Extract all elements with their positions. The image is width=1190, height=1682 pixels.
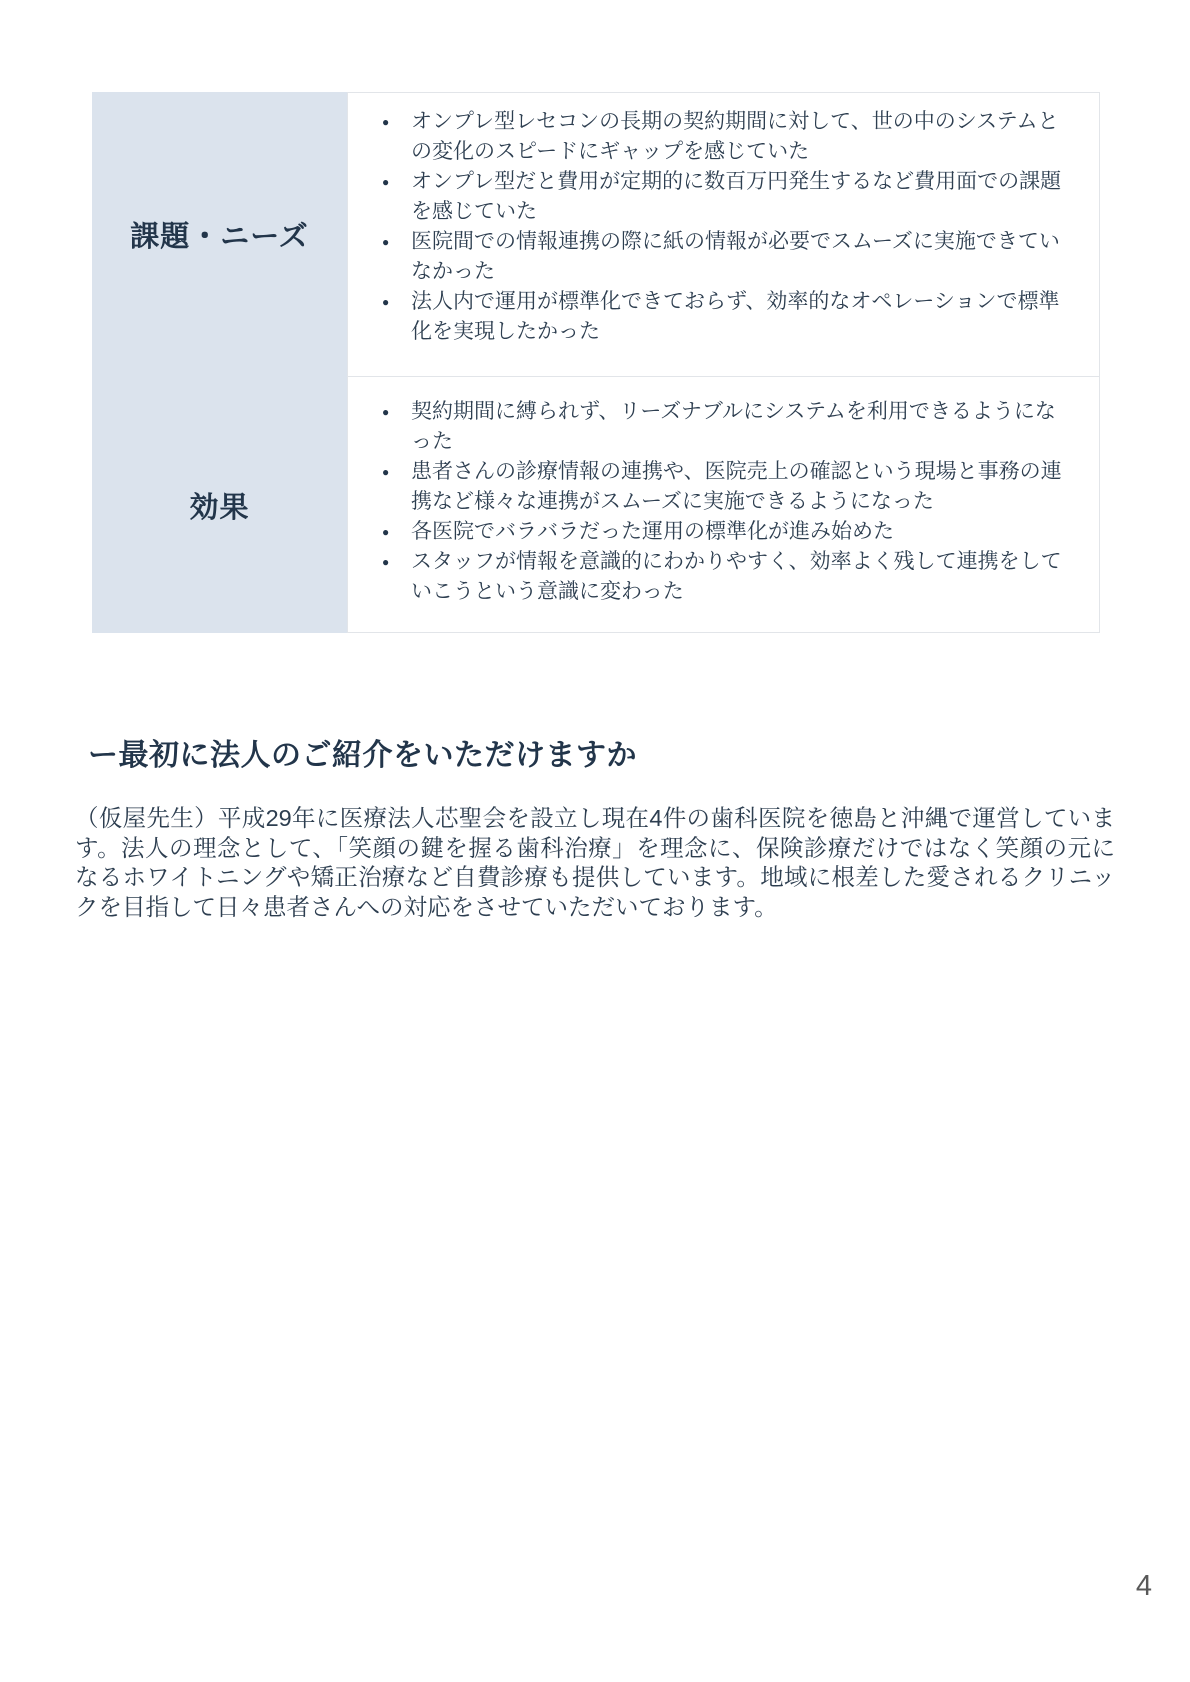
bullet-item [348,457,1075,517]
interview-question-heading: ー最初に法人のご紹介をいただけますか [88,739,637,772]
bullet-list-effects [348,397,1075,607]
table-row-effects [92,377,1100,633]
row-label-effects: 効果 [92,377,347,633]
page-number: 4 [1135,1570,1152,1602]
bullet-icon: ● [382,405,390,419]
bullet-text: オンプレ型レセコンの長期の契約期間に対して、世の中のシステムとの変化のスピードにギャップを感じていた [411,110,1059,163]
bullet-icon: ● [382,115,390,129]
bullet-item [348,397,1075,457]
bullet-text: 法人内で運用が標準化できておらず、効率的なオペレーションで標準化を実現したかった [411,290,1060,343]
row-content-issues [347,92,1100,377]
bullet-item [348,547,1075,607]
row-label-issues: 課題・ニーズ [92,92,347,377]
bullet-item [348,287,1075,347]
bullet-text: 医院間での情報連携の際に紙の情報が必要でスムーズに実施できていなかった [411,230,1060,283]
bullet-text: スタッフが情報を意識的にわかりやすく、効率よく残して連携をしていこうという意識に変わった [411,550,1062,603]
bullet-icon: ● [382,465,390,479]
bullet-text: オンプレ型だと費用が定期的に数百万円発生するなど費用面での課題を感じていた [411,170,1062,223]
bullet-icon: ● [382,555,390,569]
bullet-item [348,227,1075,287]
bullet-icon: ● [382,525,390,539]
bullet-text: 各医院でバラバラだった運用の標準化が進み始めた [411,520,894,543]
bullet-text: 患者さんの診療情報の連携や、医院売上の確認という現場と事務の連携など様々な連携がスムーズに実施できるようになった [411,460,1062,513]
bullet-item [348,517,1075,547]
bullet-item [348,107,1075,167]
row-content-effects [347,377,1100,633]
interview-answer-paragraph: （仮屋先生）平成29年に医療法人芯聖会を設立し現在4件の歯科医院を徳島と沖縄で運営しています。法人の理念として、「笑顔の鍵を握る歯科治療」を理念に、保険診療だけではなく笑顔の元になるホワイトニングや矯正治療など自費診療も提供しています。地域に根差した愛されるクリニックを目指して日々患者さんへの対応をさせていただいております。 [75,805,1115,920]
table-row-issues [92,92,1100,377]
bullet-icon: ● [382,175,390,189]
bullet-text: 契約期間に縛られず、リーズナブルにシステムを利用できるようになった [411,400,1056,453]
bullet-list-issues [348,107,1075,347]
bullet-icon: ● [382,295,390,309]
bullet-item [348,167,1075,227]
case-summary-table [92,92,1100,633]
bullet-icon: ● [382,235,390,249]
